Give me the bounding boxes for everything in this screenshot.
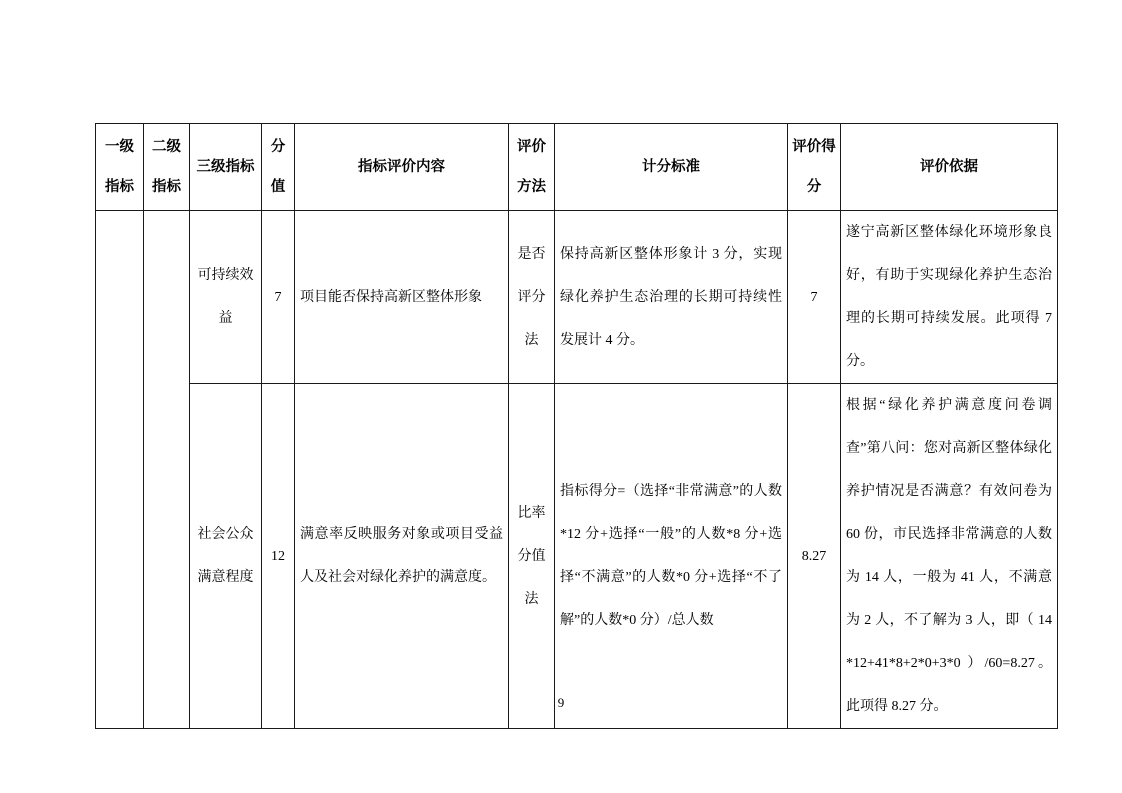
header-evaluation-content: 指标评价内容 [295,124,509,211]
header-row [96,124,1058,211]
cell-score-value: 7 [262,211,295,384]
page-number: 9 [557,695,565,710]
header-score-value: 分值 [262,124,295,211]
table-row-public-satisfaction [96,384,1058,729]
cell-evaluation-score: 7 [788,211,841,384]
header-level1-indicator: 一级指标 [96,124,144,211]
header-evaluation-score: 评价得分 [788,124,841,211]
cell-scoring-standard: 保持高新区整体形象计 3 分，实现绿化养护生态治理的长期可持续性发展计 4 分。 [555,211,788,384]
header-evaluation-basis: 评价依据 [841,124,1058,211]
evaluation-table [95,123,1058,729]
header-level2-indicator: 二级指标 [144,124,190,211]
cell-level1-indicator [96,211,144,729]
cell-evaluation-method: 是否评分法 [509,211,555,384]
cell-scoring-standard: 指标得分=（选择“非常满意”的人数*12 分+选择“一般”的人数*8 分+选择“不满意”的人数*0 分+选择“不了解”的人数*0 分）/总人数 [555,384,788,729]
header-evaluation-method: 评价方法 [509,124,555,211]
table-row-sustainable-benefit [96,211,1058,384]
cell-evaluation-content: 项目能否保持高新区整体形象 [295,211,509,384]
cell-score-value: 12 [262,384,295,729]
cell-evaluation-content: 满意率反映服务对象或项目受益人及社会对绿化养护的满意度。 [295,384,509,729]
cell-evaluation-basis: 根据“绿化养护满意度问卷调查”第八问：您对高新区整体绿化养护情况是否满意？有效问卷为 60 份，市民选择非常满意的人数为 14 人，一般为 41 人，不满意为 2 人，不了解为 3 人，即（ 14*12+41*8+2*0+3*0 ）/60=8.27。此项得 8.27 分。 [841,384,1058,729]
cell-level3-indicator: 可持续效益 [190,211,262,384]
cell-evaluation-method: 比率分值法 [509,384,555,729]
header-level3-indicator: 三级指标 [190,124,262,211]
cell-evaluation-score: 8.27 [788,384,841,729]
header-scoring-standard: 计分标准 [555,124,788,211]
cell-level2-indicator [144,211,190,729]
cell-level3-indicator: 社会公众满意程度 [190,384,262,729]
cell-evaluation-basis: 遂宁高新区整体绿化环境形象良好，有助于实现绿化养护生态治理的长期可持续发展。此项得 7 分。 [841,211,1058,384]
